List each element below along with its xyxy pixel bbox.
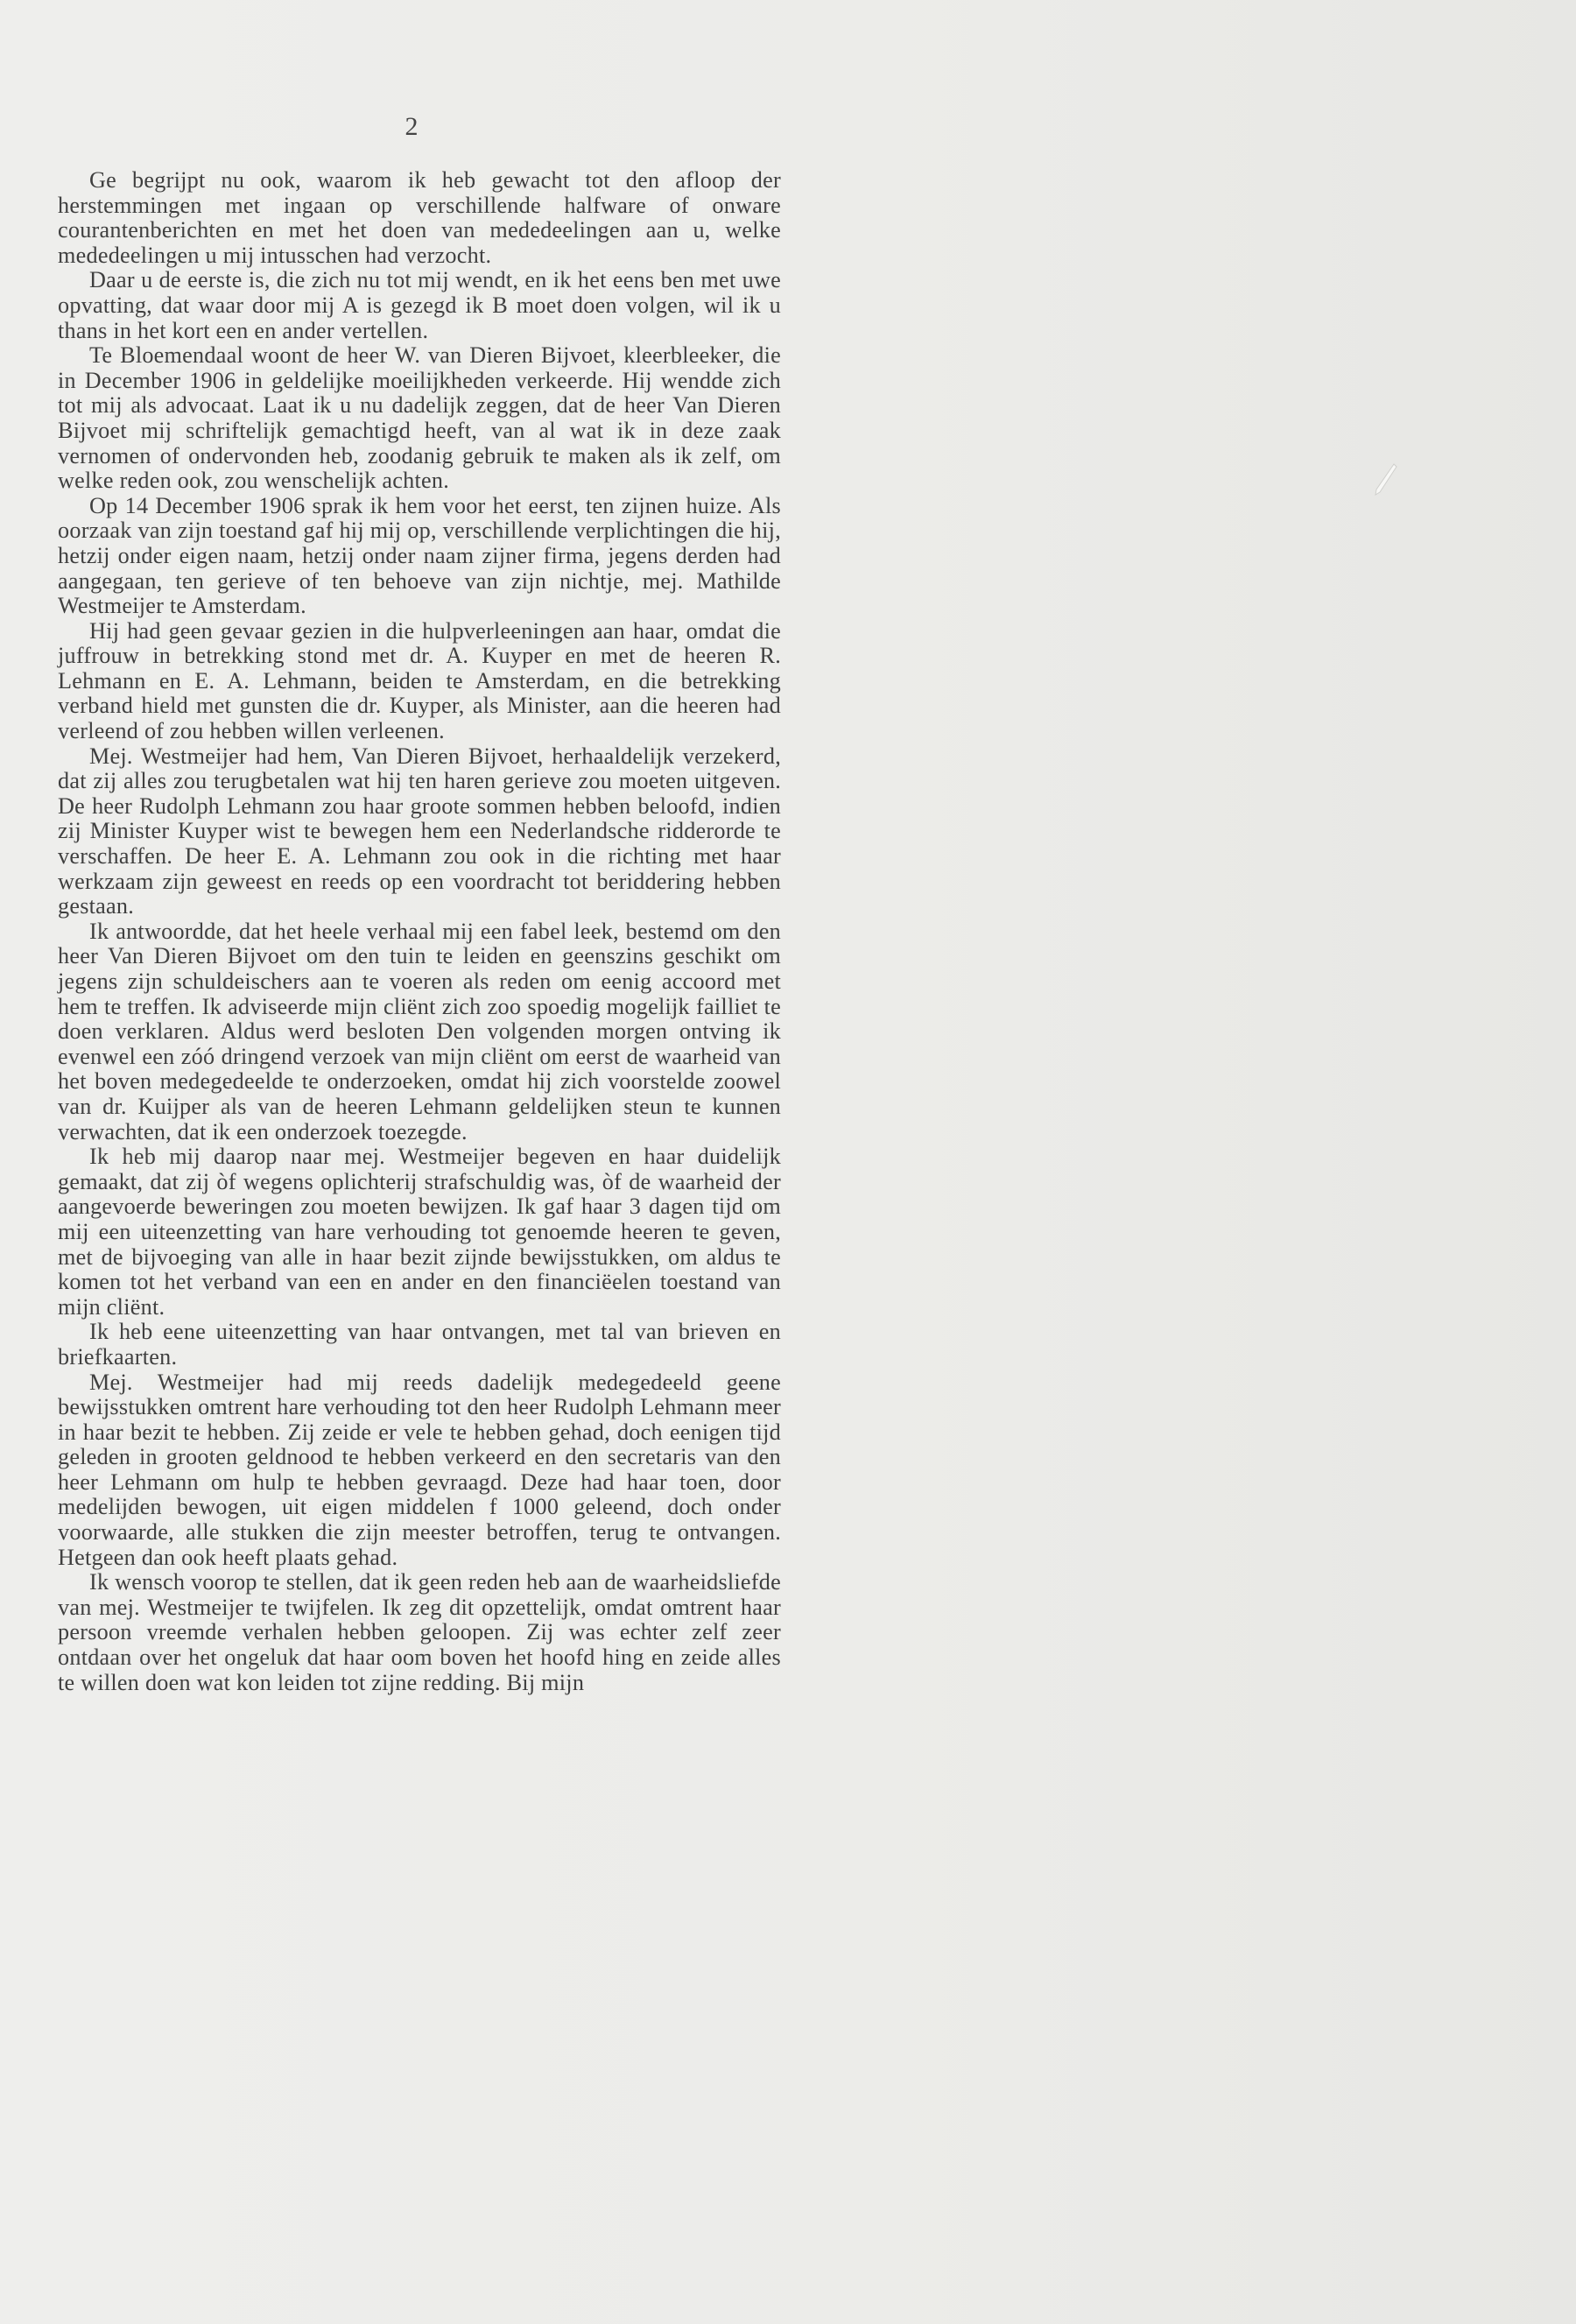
paragraph-3: Te Bloemendaal woont de heer W. van Dieren Bijvoet, kleerbleeker, die in December 1906 in geldelijke moeilijkheden verkeerde. Hij wendde zich tot mij als advocaat. Laat ik u nu dadelijk zeggen, dat de heer Van Dieren Bijvoet mij schriftelijk gemachtigd heeft, van al wat ik in deze zaak vernomen of ondervonden heb, zoodanig gebruik te maken als ik zelf, om welke reden ook, zou wenschelijk achten. bbox=[58, 342, 781, 494]
page-number: 2 bbox=[405, 112, 419, 141]
pencil-mark bbox=[1373, 462, 1397, 496]
paragraph-4: Op 14 December 1906 sprak ik hem voor het eerst, ten zijnen huize. Als oorzaak van zijn toestand gaf hij mij op, verschillende verplichtingen die hij, hetzij onder eigen naam, hetzij onder naam zijner firma, jegens derden had aangegaan, ten gerieve of ten behoeve van zijn nichtje, mej. Mathilde Westmeijer te Amsterdam. bbox=[58, 492, 781, 619]
paragraph-7: Ik antwoordde, dat het heele verhaal mij een fabel leek, bestemd om den heer Van Dieren Bijvoet om den tuin te leiden en geenszins geschikt om jegens zijn schuldeischers aan te voeren als reden om eenig accoord met hem te treffen. Ik adviseerde mijn cliënt zich zoo spoedig mogelijk failliet te doen verklaren. Aldus werd besloten Den volgenden morgen ontving ik evenwel een zóó dringend verzoek van mijn cliënt om eerst de waarheid van het boven medegedeelde te onderzoeken, omdat hij zich voorstelde zoowel van dr. Kuijper als van de heeren Lehmann geldelijken steun te kunnen verwachten, dat ik een onderzoek toezegde. bbox=[58, 918, 781, 1144]
paragraph-5: Hij had geen gevaar gezien in die hulpverleeningen aan haar, omdat die juffrouw in betrekking stond met dr. A. Kuyper en met de heeren R. Lehmann en E. A. Lehmann, beiden te Amsterdam, en die betrekking verband hield met gunsten die dr. Kuyper, als Minister, aan die heeren had verleend of zou hebben willen verleenen. bbox=[58, 617, 781, 744]
paragraph-11: Ik wensch voorop te stellen, dat ik geen reden heb aan de waarheidsliefde van mej. Westmeijer te twijfelen. Ik zeg dit opzettelijk, omdat omtrent haar persoon vreemde verhalen hebben geloopen. Zij was echter zelf zeer ontdaan over het ongeluk dat haar oom boven het hoofd hing en zeide alles te willen doen wat kon leiden tot zijne redding. Bij mijn bbox=[58, 1569, 781, 1695]
body-text bbox=[58, 168, 781, 1695]
paragraph-10: Mej. Westmeijer had mij reeds dadelijk medegedeeld geene bewijsstukken omtrent hare verhouding tot den heer Rudolph Lehmann meer in haar bezit te hebben. Zij zeide er vele te hebben gehad, doch eenigen tijd geleden in grooten geldnood te hebben verkeerd en den secretaris van den heer Lehmann om hulp te hebben gevraagd. Deze had haar toen, door medelijden bewogen, uit eigen middelen f 1000 geleend, doch onder voorwaarde, alle stukken die zijn meester betroffen, terug te ontvangen. Hetgeen dan ook heeft plaats gehad. bbox=[58, 1369, 781, 1570]
paragraph-2: Daar u de eerste is, die zich nu tot mij wendt, en ik het eens ben met uwe opvatting, dat waar door mij A is gezegd ik B moet doen volgen, wil ik u thans in het kort een en ander vertellen. bbox=[58, 267, 781, 343]
paragraph-9: Ik heb eene uiteenzetting van haar ontvangen, met tal van brieven en briefkaarten. bbox=[58, 1319, 781, 1370]
paragraph-6: Mej. Westmeijer had hem, Van Dieren Bijvoet, herhaaldelijk verzekerd, dat zij alles zou terugbetalen wat hij ten haren gerieve zou moeten uitgeven. De heer Rudolph Lehmann zou haar groote sommen hebben beloofd, indien zij Minister Kuyper wist te bewegen hem een Nederlandsche ridderorde te verschaffen. De heer E. A. Lehmann zou ook in die richting met haar werkzaam zijn geweest en reeds op een voordracht tot beriddering hebben gestaan. bbox=[58, 743, 781, 919]
paragraph-8: Ik heb mij daarop naar mej. Westmeijer begeven en haar duidelijk gemaakt, dat zij òf wegens oplichterij strafschuldig was, òf de waarheid der aangevoerde beweringen zou moeten bewijzen. Ik gaf haar 3 dagen tijd om mij een uiteenzetting van hare verhouding tot genoemde heeren te geven, met de bijvoeging van alle in haar bezit zijnde bewijsstukken, om aldus te komen tot het verband van een en ander en den financiëelen toestand van mijn cliënt. bbox=[58, 1144, 781, 1320]
paragraph-1: Ge begrijpt nu ook, waarom ik heb gewacht tot den afloop der herstemmingen met ingaan op verschillende halfware of onware courantenberichten en met het doen van mededeelingen aan u, welke mededeelingen u mij intusschen had verzocht. bbox=[58, 167, 781, 268]
